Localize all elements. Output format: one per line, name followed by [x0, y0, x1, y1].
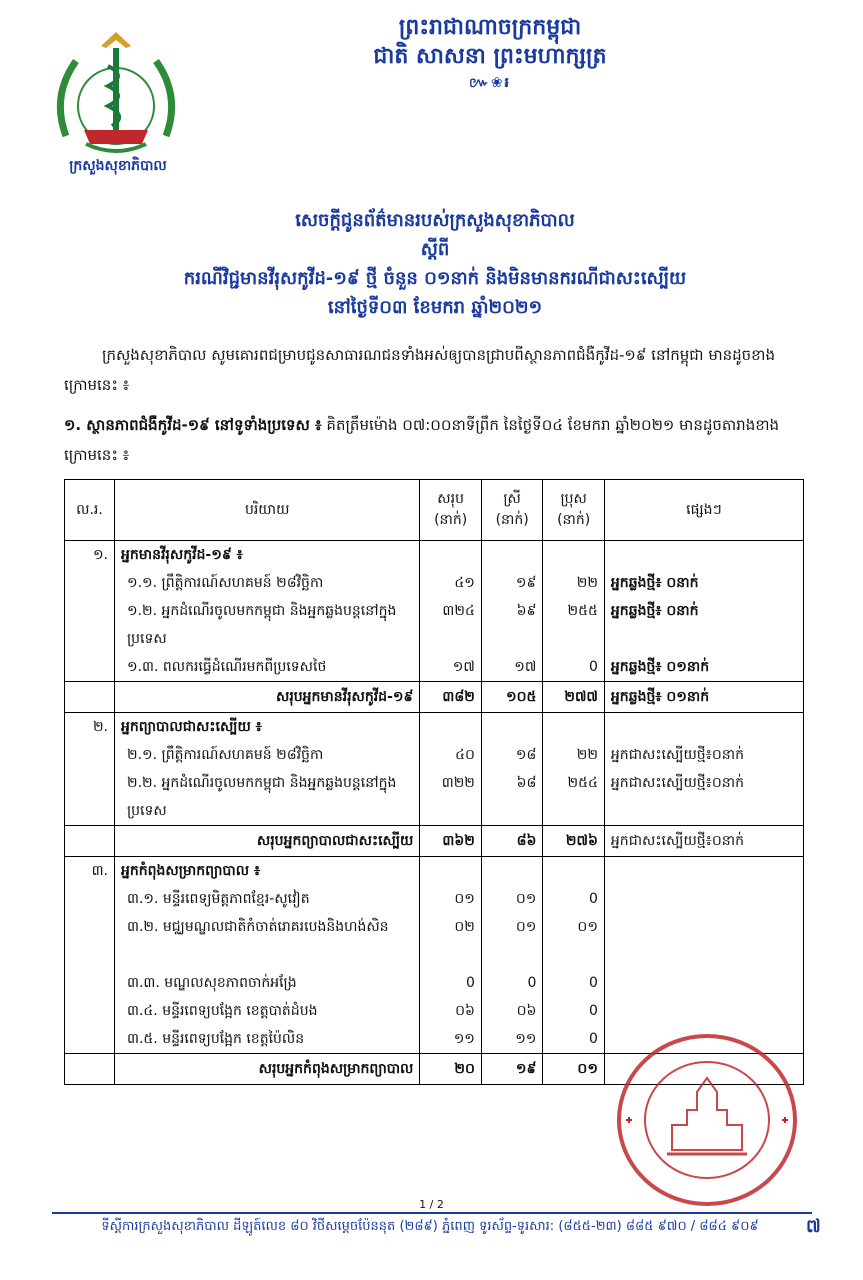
group-number: ២.: [65, 713, 115, 742]
group-title: អ្នកព្យាបាលជាសះស្បើយ ៖: [114, 713, 419, 742]
table-row: [65, 597, 804, 653]
section-1: [64, 410, 804, 470]
title-line-4: នៅថ្ងៃទី០៣ ខែមករា ឆ្នាំ២០២១: [327, 297, 543, 318]
table-row: [65, 569, 804, 597]
table-row: [65, 741, 804, 769]
row-desc: ៣.៥. មន្ទីរពេទ្យបង្អែក ខេត្តប៉ៃលិន: [126, 1031, 305, 1047]
row-female: ០១: [481, 913, 543, 969]
table-row: [65, 997, 804, 1025]
row-female: ១៧: [481, 653, 543, 682]
kingdom-motto: [270, 14, 710, 94]
total-other: អ្នកជាសះស្បើយថ្មី៖០នាក់: [604, 826, 803, 857]
title-line-3: ករណីវិជ្ជមានវីរុសកូវីដ-១៩ ថ្មី ចំនួន ០១នាក់ និងមិនមានករណីជាសះស្បើយ: [183, 268, 687, 289]
official-seal: [612, 1030, 802, 1210]
title-line-2: ស្ដីពី: [420, 239, 450, 260]
total-total: ២០: [420, 1054, 482, 1085]
total-female: ៨៦: [481, 826, 543, 857]
col-header-desc: បរិយាយ: [114, 480, 419, 541]
kingdom-line-2: ជាតិ សាសនា ព្រះមហាក្សត្រ: [373, 44, 607, 69]
row-other: អ្នកជាសះស្បើយថ្មី៖០នាក់: [604, 741, 803, 769]
row-female: 0: [481, 969, 543, 997]
row-male: ២៥៥: [543, 597, 605, 653]
row-desc: ៣.១. មន្ទីរពេទ្យមិត្តភាពខ្មែរ-សូវៀត: [126, 891, 310, 907]
row-female: ១៩: [481, 569, 543, 597]
footer-address: ទីស្តីការក្រសួងសុខាភិបាល ដីឡូត៍លេខ ៨០ វិថីសម្ដេចប៉ែននុត (២៨៩) ភ្នំពេញ ទូរស័ព្ទ-ទូរសារ: (៨៥៥-២៣) ៨៨៥ ៩៧០ / ៨៨៤ ៩០៩: [101, 1219, 759, 1234]
table-row: [65, 769, 804, 826]
total-label: សរុបអ្នកកំពុងសម្រាកព្យាបាល: [114, 1054, 419, 1085]
row-female: ១១: [481, 1025, 543, 1054]
row-desc: ១.៣. ពលករធ្វើដំណើរមកពីប្រទេសថៃ: [126, 659, 327, 675]
row-male: ២៥៤: [543, 769, 605, 826]
ministry-logo: [46, 26, 186, 176]
total-total: ៣៦២: [420, 826, 482, 857]
total-male: ២៧៦: [543, 826, 605, 857]
table-total-row: [65, 826, 804, 857]
ministry-name: ក្រសួងសុខាភិបាល: [69, 158, 167, 174]
row-total: ៤១: [420, 569, 482, 597]
row-desc: ៣.៣. មណ្ឌលសុខភាពចាក់អង្រែ: [126, 975, 297, 991]
total-label: សរុបអ្នកព្យាបាលជាសះស្បើយ: [114, 826, 419, 857]
total-male: ០១: [543, 1054, 605, 1085]
row-female: ០១: [481, 885, 543, 913]
document-title: [60, 206, 810, 322]
row-desc: ១.១. ព្រឹត្តិការណ៍សហគមន៍ ២៨វិច្ឆិកា: [126, 575, 324, 591]
row-female: ១៨: [481, 741, 543, 769]
row-desc: ៣.៤. មន្ទីរពេទ្យបង្អែក ខេត្តបាត់ដំបង: [126, 1003, 318, 1019]
row-male: 0: [543, 653, 605, 682]
row-desc: ២.១. ព្រឹត្តិការណ៍សហគមន៍ ២៨វិច្ឆិកា: [126, 747, 324, 763]
row-male: 0: [543, 969, 605, 997]
row-other: អ្នកឆ្លងថ្មី៖ ០នាក់: [604, 597, 803, 653]
footer-divider: [52, 1212, 812, 1214]
row-total: ៤០: [420, 741, 482, 769]
row-male: 0: [543, 1025, 605, 1054]
row-female: ៦៨: [481, 769, 543, 826]
row-other: អ្នកឆ្លងថ្មី៖ ០នាក់: [604, 569, 803, 597]
table-header-row: [65, 480, 804, 541]
total-female: ១០៥: [481, 682, 543, 713]
kingdom-line-1: ព្រះរាជាណាចក្រកម្ពុជា: [398, 15, 582, 40]
row-total: ០៦: [420, 997, 482, 1025]
row-female: ៦៩: [481, 597, 543, 653]
section-1-heading: ១. ស្ថានភាពជំងឺកូវីដ-១៩ នៅទូទាំងប្រទេស ៖: [64, 416, 322, 434]
row-desc: ៣.២. មជ្ឈមណ្ឌលជាតិកំចាត់រោគរបេងនិងហង់សិន: [126, 919, 389, 935]
row-male: 0: [543, 885, 605, 913]
ornament: ៚❀៛: [469, 75, 511, 91]
row-other: អ្នកឆ្លងថ្មី៖ ០១នាក់: [604, 653, 803, 682]
row-female: ០៦: [481, 997, 543, 1025]
row-male: ២២: [543, 569, 605, 597]
group-title: អ្នកមានវីរុសកូវីដ-១៩ ៖: [114, 541, 419, 570]
row-total: ១១: [420, 1025, 482, 1054]
row-male: ២២: [543, 741, 605, 769]
col-header-other: ផ្សេងៗ: [604, 480, 803, 541]
title-line-1: សេចក្ដីជូនព័ត៌មានរបស់ក្រសួងសុខាភិបាល: [295, 210, 575, 231]
row-total: ៣២៤: [420, 597, 482, 653]
table-row: [65, 713, 804, 742]
row-total: ៣២២: [420, 769, 482, 826]
col-header-no: ល.រ.: [65, 480, 115, 541]
row-male: ០១: [543, 913, 605, 969]
col-header-female: ស្រី (នាក់): [481, 480, 543, 541]
covid-stats-table: [64, 479, 804, 1085]
row-desc: ១.២. អ្នកដំណើរចូលមកកម្ពុជា និងអ្នកឆ្លងបន្តនៅក្នុងប្រទេស: [126, 603, 397, 647]
group-number: ៣.: [65, 857, 115, 886]
table-row: [65, 969, 804, 997]
col-header-male: ប្រុស (នាក់): [543, 480, 605, 541]
row-total: ០២: [420, 913, 482, 969]
total-label: សរុបអ្នកមានវីរុសកូវីដ-១៩: [114, 682, 419, 713]
section-1-text: គិតត្រឹមម៉ោង ០៧:០០នាទីព្រឹក នៃថ្ងៃទី០៤ ខែមករា ឆ្នាំ២០២១ មានដូចតារាងខាងក្រោមនេះ ៖: [64, 416, 780, 464]
table-row: [65, 541, 804, 570]
table-row: [65, 857, 804, 886]
row-total: ០១: [420, 885, 482, 913]
table-row: [65, 913, 804, 969]
row-other: អ្នកជាសះស្បើយថ្មី៖០នាក់: [604, 769, 803, 826]
row-desc: ២.២. អ្នកដំណើរចូលមកកម្ពុជា និងអ្នកឆ្លងបន្តនៅក្នុងប្រទេស: [126, 775, 397, 819]
total-female: ១៩: [481, 1054, 543, 1085]
total-other: អ្នកឆ្លងថ្មី៖ ០១នាក់: [604, 682, 803, 713]
row-total: 0: [420, 969, 482, 997]
row-total: ១៧: [420, 653, 482, 682]
total-total: ៣៨២: [420, 682, 482, 713]
table-row: [65, 885, 804, 913]
intro-paragraph: [64, 340, 804, 400]
footer-page-mark: ៧: [806, 1216, 821, 1237]
col-header-total: សរុប (នាក់): [420, 480, 482, 541]
table-total-row: [65, 682, 804, 713]
intro-text: ក្រសួងសុខាភិបាល សូមគោរពជម្រាបជូនសាធារណជនទាំងអស់ឲ្យបានជ្រាបពីស្ថានភាពជំងឺកូវីដ-១៩ នៅកម្ពុជា មានដូចខាងក្រោមនេះ ៖: [64, 346, 775, 394]
group-title: អ្នកកំពុងសម្រាកព្យាបាល ៖: [114, 857, 419, 886]
table-row: [65, 653, 804, 682]
total-male: ២៧៧: [543, 682, 605, 713]
page-number: 1 / 2: [419, 1198, 444, 1211]
row-male: 0: [543, 997, 605, 1025]
group-number: ១.: [65, 541, 115, 570]
